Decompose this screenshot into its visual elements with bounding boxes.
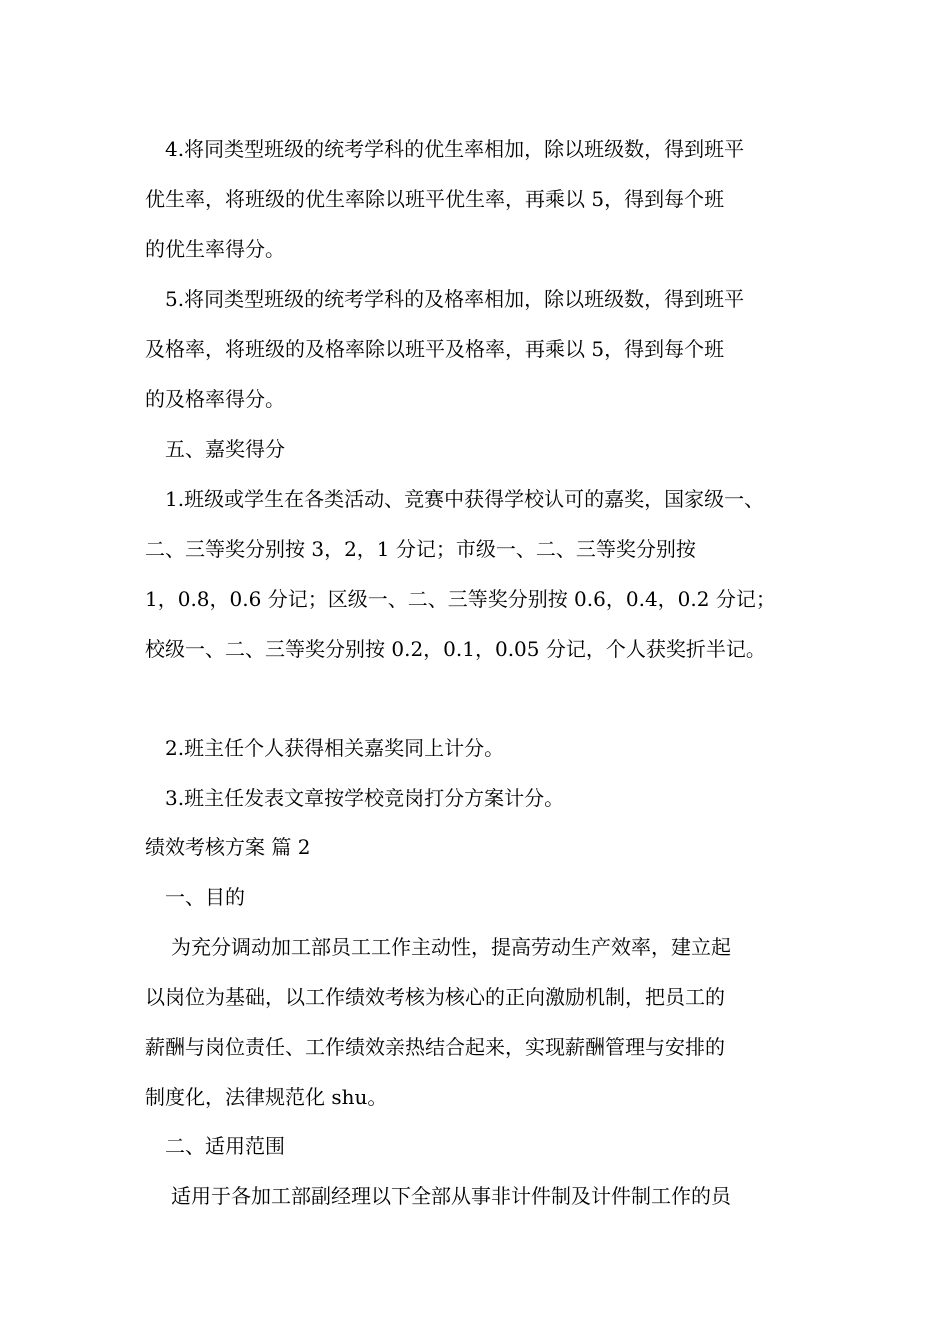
text-line: 以岗位为基础，以工作绩效考核为核心的正向激励机制，把员工的 [145,985,725,1009]
paragraph-teacher-articles [145,773,825,823]
text-line: 制度化，法律规范化 shu。 [145,1085,388,1109]
text-line: 及格率，将班级的及格率除以班平及格率，再乘以 5，得到每个班 [145,337,725,361]
paragraph-item-4 [145,124,825,274]
text-line: 4.将同类型班级的统考学科的优生率相加，除以班级数，得到班平 [165,137,745,161]
text-line: 薪酬与岗位责任、工作绩效亲热结合起来，实现薪酬管理与安排的 [145,1035,725,1059]
heading-text: 一、目的 [165,885,245,909]
text-line: 1.班级或学生在各类活动、竞赛中获得学校认可的嘉奖，国家级一、 [165,487,765,511]
text-line: 校级一、二、三等奖分别按 0.2，0.1，0.05 分记，个人获奖折半记。 [145,637,766,661]
paragraph-purpose [145,922,825,1122]
text-line: 的及格率得分。 [145,387,285,411]
text-line: 二、三等奖分别按 3，2，1 分记；市级一、二、三等奖分别按 [145,537,696,561]
heading-text: 五、嘉奖得分 [165,437,285,461]
text-line: 优生率，将班级的优生率除以班平优生率，再乘以 5，得到每个班 [145,187,725,211]
text-line: 2.班主任个人获得相关嘉奖同上计分。 [165,736,505,760]
paragraph-item-5 [145,274,825,424]
text-line: 适用于各加工部副经理以下全部从事非计件制及计件制工作的员 [171,1184,731,1208]
text-line: 3.班主任发表文章按学校竞岗打分方案计分。 [165,786,565,810]
heading-awards [145,424,825,474]
paragraph-scope [145,1171,825,1221]
paragraph-award-rules [145,474,825,674]
section-title [145,822,825,872]
heading-scope [145,1121,825,1171]
text-line: 为充分调动加工部员工工作主动性，提高劳动生产效率，建立起 [171,935,731,959]
text-line: 5.将同类型班级的统考学科的及格率相加，除以班级数，得到班平 [165,287,745,311]
text-line: 1，0.8，0.6 分记；区级一、二、三等奖分别按 0.6，0.4，0.2 分记； [145,587,776,611]
heading-purpose [145,872,825,922]
section-title-text: 绩效考核方案 篇 2 [145,835,311,859]
paragraph-teacher-awards [145,723,825,773]
heading-text: 二、适用范围 [165,1134,285,1158]
text-line: 的优生率得分。 [145,237,285,261]
